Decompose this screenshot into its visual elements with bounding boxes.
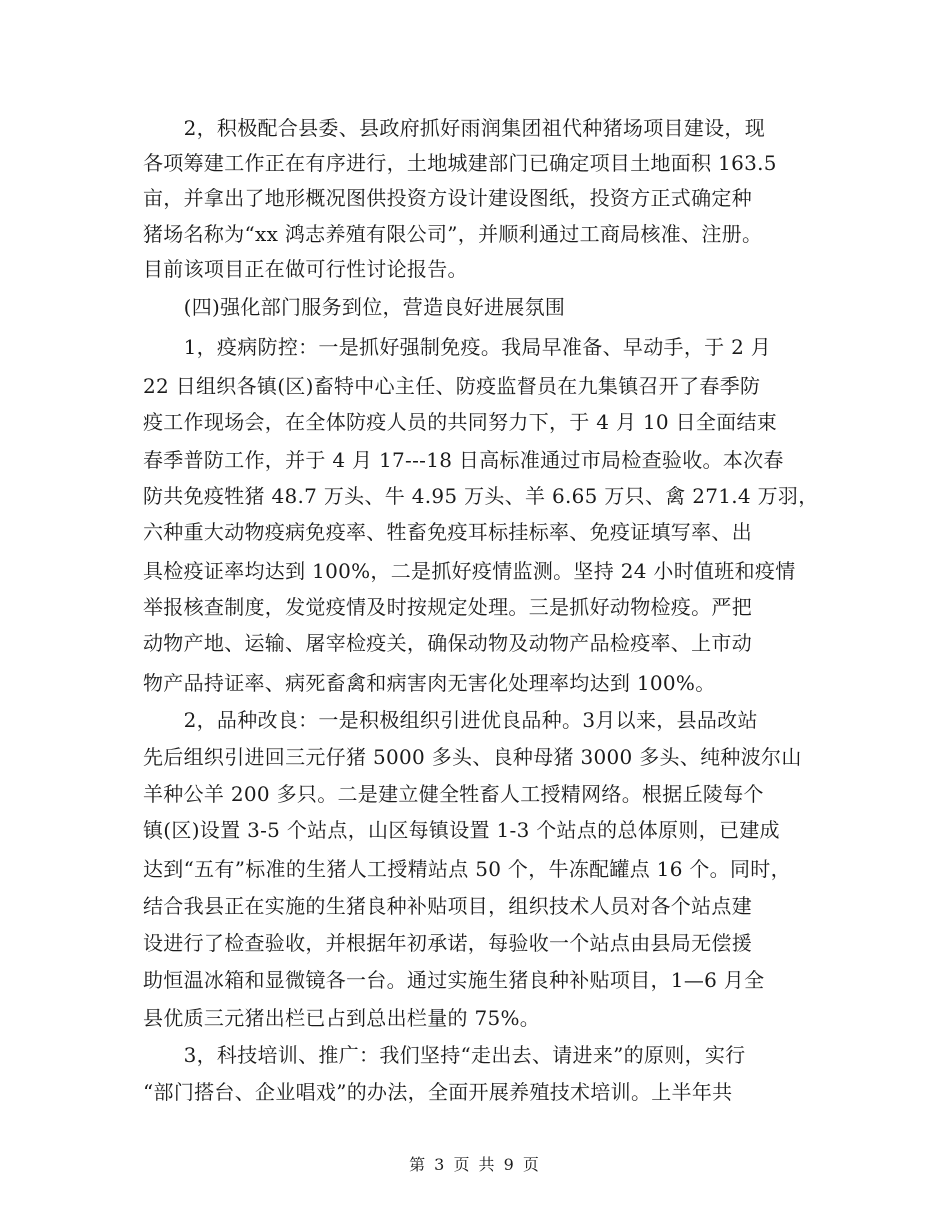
text-line-8: 22 日组织各镇(区)畜特中心主任、防疫监督员在九集镇召开了春季防 — [143, 374, 761, 398]
text-line-26: 3，科技培训、推广：我们坚持“走出去、请进来”的原则，实行 — [143, 1043, 746, 1067]
text-line-15: 动物产地、运输、屠宰检疫关，确保动物及动物产品检疫率、上市动 — [143, 631, 752, 655]
text-line-10: 春季普防工作，并于 4 月 17---18 日高标准通过市局检查验收。本次春 — [143, 448, 784, 472]
text-line-21: 达到“五有”标准的生猪人工授精站点 50 个，牛冻配罐点 16 个。同时， — [143, 857, 791, 881]
text-line-19: 羊种公羊 200 多只。二是建立健全牲畜人工授精网络。根据丘陵每个 — [143, 782, 764, 806]
text-line-20: 镇(区)设置 3-5 个站点，山区每镇设置 1-3 个站点的总体原则，已建成 — [143, 818, 780, 842]
section-heading: (四)强化部门服务到位，营造良好进展氛围 — [143, 295, 566, 319]
text-line-23: 设进行了检查验收，并根据年初承诺，每验收一个站点由县局无偿援 — [143, 931, 752, 955]
text-line-12: 六种重大动物疫病免疫率、牲畜免疫耳标挂标率、免疫证填写率、出 — [143, 520, 752, 544]
text-line-2: 各项筹建工作正在有序进行，土地城建部门已确定项目土地面积 163.5 — [143, 151, 777, 175]
text-line-7: 1，疫病防控：一是抓好强制免疫。我局早准备、早动手，于 2 月 — [143, 335, 772, 359]
text-line-13: 具检疫证率均达到 100%，二是抓好疫情监测。坚持 24 小时值班和疫情 — [143, 559, 796, 583]
text-line-24: 助恒温冰箱和显微镜各一台。通过实施生猪良种补贴项目，1—6 月全 — [143, 968, 765, 992]
text-line-17: 2，品种改良：一是积极组织引进优良品种。3月以来，县品改站 — [143, 708, 758, 732]
text-line-25: 县优质三元猪出栏已占到总出栏量的 75%。 — [143, 1006, 541, 1030]
text-line-3: 亩，并拿出了地形概况图供投资方设计建设图纸，投资方正式确定种 — [143, 186, 752, 210]
text-line-1: 2，积极配合县委、县政府抓好雨润集团祖代种猪场项目建设，现 — [143, 116, 766, 140]
text-line-14: 举报核查制度，发觉疫情及时按规定处理。三是抓好动物检疫。严把 — [143, 595, 752, 619]
text-line-5: 目前该项目正在做可行性讨论报告。 — [143, 257, 468, 281]
text-line-4: 猪场名称为“xx 鸿志养殖有限公司”，并顺利通过工商局核准、注册。 — [143, 222, 763, 246]
text-line-11: 防共免疫牲猪 48.7 万头、牛 4.95 万头、羊 6.65 万只、禽 271.4 万羽， — [143, 484, 819, 508]
text-line-9: 疫工作现场会，在全体防疫人员的共同努力下，于 4 月 10 日全面结束 — [143, 410, 778, 434]
text-line-22: 结合我县正在实施的生猪良种补贴项目，组织技术人员对各个站点建 — [143, 894, 752, 918]
page-number-footer: 第 3 页 共 9 页 — [409, 1155, 541, 1174]
text-line-16: 物产品持证率、病死畜禽和病害肉无害化处理率均达到 100%。 — [143, 671, 716, 695]
text-line-27: “部门搭台、企业唱戏”的办法，全面开展养殖技术培训。上半年共 — [143, 1080, 733, 1104]
text-line-18: 先后组织引进回三元仔猪 5000 多头、良种母猪 3000 多头、纯种波尔山 — [143, 745, 802, 769]
